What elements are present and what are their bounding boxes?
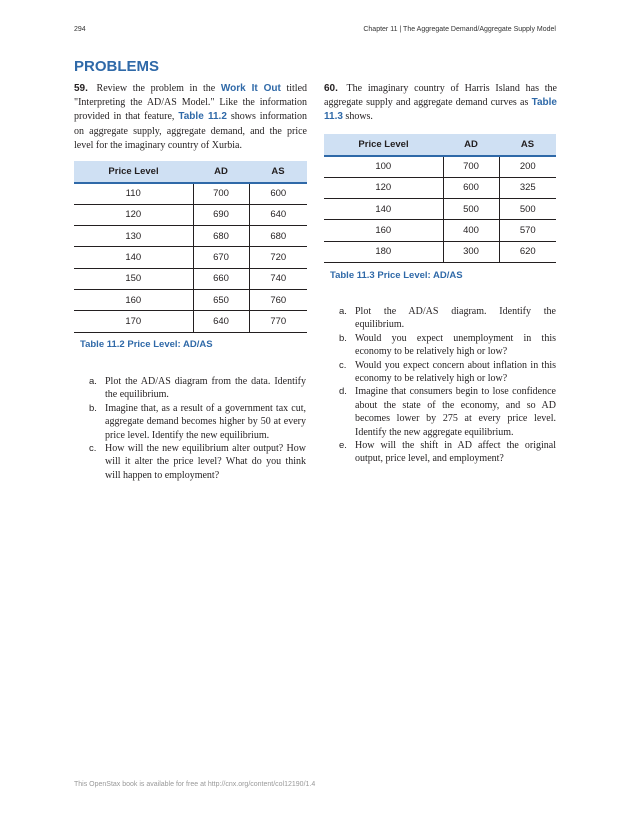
table-row — [324, 177, 556, 198]
table-cell: 620 — [499, 241, 556, 262]
problem-60-questions — [339, 305, 556, 466]
problem-60-intro — [324, 82, 557, 125]
table-cell: 100 — [324, 156, 443, 177]
table-cell: 400 — [443, 220, 499, 241]
column-header: AS — [249, 161, 307, 183]
table-row — [74, 204, 307, 225]
table-row — [74, 289, 307, 310]
problem-number: 59. — [74, 83, 88, 94]
item-text: Imagine that, as a result of a government tax cut, aggregate demand becomes higher by 50 at every price level. Identify the new equilibrium. — [105, 402, 306, 441]
table-cell: 600 — [443, 177, 499, 198]
page-number: 294 — [74, 26, 86, 33]
item-letter: a. — [339, 306, 347, 317]
section-title: PROBLEMS — [74, 58, 160, 75]
item-letter: b. — [339, 332, 347, 344]
table-header-row — [324, 134, 556, 156]
table-cell: 120 — [74, 204, 193, 225]
list-item — [89, 375, 306, 402]
item-text: Plot the AD/AS diagram from the data. Identify the equilibrium. — [105, 376, 306, 401]
list-item — [339, 305, 556, 332]
chapter-title: Chapter 11 | The Aggregate Demand/Aggregate Supply Model — [363, 26, 556, 33]
list-item — [339, 332, 556, 359]
table-cell: 140 — [74, 247, 193, 268]
table-row — [74, 311, 307, 332]
table-cell: 740 — [249, 268, 307, 289]
item-text: How will the new equilibrium alter output? How will it alter the price level? What do you think will happen to employment? — [105, 443, 306, 481]
table-11-2-link[interactable]: Table 11.2 — [178, 111, 227, 123]
table-cell: 200 — [499, 156, 556, 177]
table-cell: 140 — [324, 199, 443, 220]
table-11-3-caption: Table 11.3 Price Level: AD/AS — [330, 270, 463, 281]
table-11-3 — [324, 134, 556, 263]
problem-59 — [74, 82, 307, 153]
table-row — [324, 220, 556, 241]
intro-text: Review the problem in the — [96, 83, 221, 94]
intro-text: The imaginary country of Harris Island has the aggregate supply and aggregate demand curves as — [324, 83, 557, 109]
table-row — [324, 241, 556, 262]
table-cell: 150 — [74, 268, 193, 289]
table-cell: 700 — [443, 156, 499, 177]
problem-59-intro — [74, 82, 307, 153]
table-cell: 670 — [193, 247, 249, 268]
table-row — [74, 268, 307, 289]
table-cell: 650 — [193, 289, 249, 310]
table-cell: 570 — [499, 220, 556, 241]
column-header: AD — [443, 134, 499, 156]
table-cell: 300 — [443, 241, 499, 262]
table-cell: 770 — [249, 311, 307, 332]
table-11-3-link[interactable]: Table 11.3 — [324, 97, 557, 123]
table-cell: 110 — [74, 183, 193, 204]
item-text: Plot the AD/AS diagram. Identify the equilibrium. — [355, 306, 556, 331]
table-row — [74, 247, 307, 268]
problem-60 — [324, 82, 557, 125]
column-header: Price Level — [74, 161, 193, 183]
intro-text: shows information on aggregate supply, aggregate demand, and the price level for the imaginary country of Xurbia. — [74, 111, 308, 151]
problem-59-questions — [89, 375, 306, 482]
table-row — [74, 183, 307, 204]
intro-text: shows. — [342, 111, 373, 123]
item-text: Would you expect unemployment in this economy to be relatively high or low? — [355, 332, 556, 358]
item-letter: a. — [89, 376, 97, 387]
table-cell: 600 — [249, 183, 307, 204]
table-cell: 180 — [324, 241, 443, 262]
page-header — [74, 26, 556, 38]
item-text: Would you expect concern about inflation in this economy to be relatively high or low? — [355, 359, 556, 385]
table-cell: 720 — [249, 247, 307, 268]
intro-text: titled "Interpreting the AD/AS Model." Like the information provided in that feature, — [74, 83, 308, 123]
table-cell: 170 — [74, 311, 193, 332]
item-letter: e. — [339, 440, 347, 452]
table-cell: 325 — [499, 177, 556, 198]
table-cell: 120 — [324, 177, 443, 198]
table-row — [74, 226, 307, 247]
list-item — [339, 385, 556, 439]
table-cell: 760 — [249, 289, 307, 310]
table-cell: 160 — [74, 289, 193, 310]
table-cell: 680 — [249, 226, 307, 247]
page-footer: This OpenStax book is available for free at http://cnx.org/content/col12190/1.4 — [74, 781, 316, 788]
table-cell: 700 — [193, 183, 249, 204]
list-item — [89, 442, 306, 482]
item-letter: b. — [89, 402, 97, 414]
table-row — [324, 156, 556, 177]
table-11-2-caption: Table 11.2 Price Level: AD/AS — [80, 339, 213, 350]
table-cell: 160 — [324, 220, 443, 241]
list-item — [339, 439, 556, 466]
table-cell: 500 — [499, 199, 556, 220]
table-11-2 — [74, 161, 307, 333]
work-it-out-link[interactable]: Work It Out — [220, 83, 281, 94]
item-text: How will the shift in AD affect the original output, price level, and employment? — [355, 440, 556, 465]
table-cell: 500 — [443, 199, 499, 220]
table-cell: 690 — [193, 204, 249, 225]
item-letter: d. — [339, 386, 347, 398]
table-cell: 640 — [193, 311, 249, 332]
item-text: Imagine that consumers begin to lose confidence about the state of the economy, and so AD becomes lower by 275 at every price level. Identify the new aggregate equilibrium. — [355, 386, 556, 438]
column-header: AS — [499, 134, 556, 156]
table-cell: 130 — [74, 226, 193, 247]
item-letter: c. — [89, 443, 97, 455]
item-letter: c. — [339, 359, 347, 371]
column-header: Price Level — [324, 134, 443, 156]
table-header-row — [74, 161, 307, 183]
list-item — [339, 359, 556, 386]
table-row — [324, 199, 556, 220]
column-header: AD — [193, 161, 249, 183]
problem-number: 60. — [324, 83, 338, 94]
list-item — [89, 402, 306, 442]
table-cell: 680 — [193, 226, 249, 247]
table-cell: 660 — [193, 268, 249, 289]
table-cell: 640 — [249, 204, 307, 225]
